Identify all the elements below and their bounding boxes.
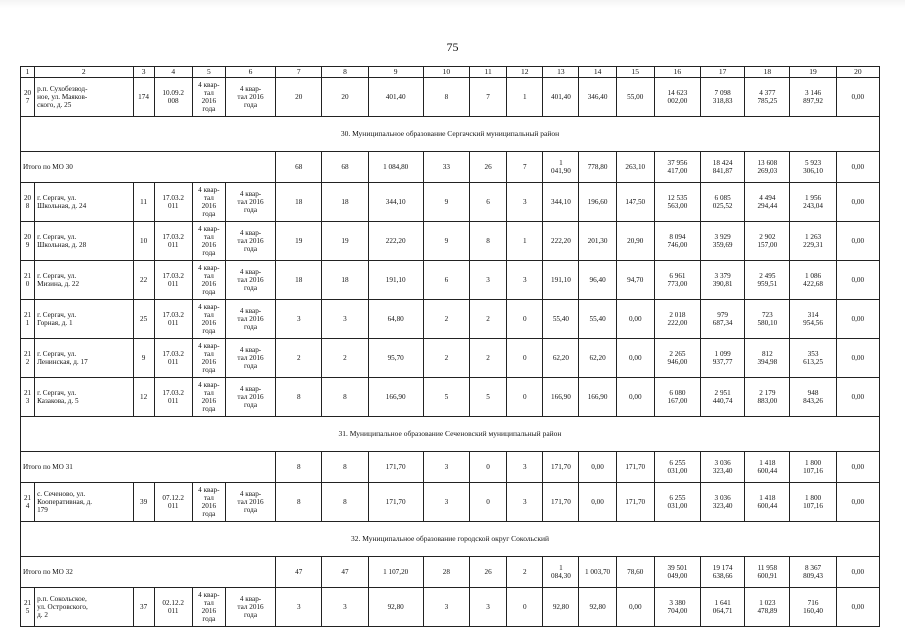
table-cell: 18 [276,261,322,300]
table-cell: 2 018 222,00 [654,300,700,339]
table-cell: 201,30 [579,222,616,261]
table-cell: 3 [470,588,507,627]
table-cell: 8 094 746,00 [654,222,700,261]
table-cell: 4 квар- тал 2016 года [192,78,225,117]
table-cell: 2 951 440,74 [701,378,745,417]
table-cell: 0,00 [836,378,879,417]
table-cell: 0,00 [836,152,879,183]
table-cell: 9 [423,222,469,261]
table-cell: 62,20 [579,339,616,378]
table-cell: 166,90 [368,378,423,417]
table-cell: 3 [423,588,469,627]
table-cell: 2 [507,557,543,588]
table-cell: 0,00 [616,588,654,627]
table-cell: 37 [133,588,154,627]
column-number: 18 [745,67,790,78]
table-cell: 3 [507,452,543,483]
table-cell: 1 800 107,16 [790,483,836,522]
table-cell: 18 [322,183,368,222]
table-cell: 0 [470,483,507,522]
table-cell: 17.03.2 011 [154,183,192,222]
table-cell: 8 [322,452,368,483]
table-cell: 8 [276,452,322,483]
column-number: 2 [35,67,133,78]
table-cell: 10 [133,222,154,261]
table-cell: 10.09.2 008 [154,78,192,117]
table-row [21,339,880,378]
table-cell: 0 [507,300,543,339]
table-cell: 26 [470,152,507,183]
table-cell: 6 255 031,00 [654,452,700,483]
table-cell: 39 [133,483,154,522]
table-cell: 2 [276,339,322,378]
column-number: 7 [276,67,322,78]
table-cell: 78,60 [616,557,654,588]
table-cell: 92,80 [368,588,423,627]
table-cell: 17.03.2 011 [154,300,192,339]
table-cell: 0 [507,588,543,627]
table-cell: 02.12.2 011 [154,588,192,627]
table-cell: 0,00 [616,300,654,339]
table-cell: 0,00 [616,339,654,378]
table-cell: 222,20 [368,222,423,261]
table-cell: 812 394,98 [745,339,790,378]
table-cell: 1 641 064,71 [701,588,745,627]
table-cell: 0,00 [836,261,879,300]
table-cell: 2 [322,339,368,378]
table-cell: 20 8 [21,183,35,222]
table-cell: 22 [133,261,154,300]
table-cell: 191,10 [368,261,423,300]
column-number: 11 [470,67,507,78]
table-cell: 4 квар- тал 2016 года [192,378,225,417]
table-cell: 3 036 323,40 [701,452,745,483]
column-number: 10 [423,67,469,78]
address-cell: р.п. Сухобезвод- ное, ул. Маяков- ского, д. 25 [35,78,133,117]
address-cell: г. Сергач, ул. Казакова, д. 5 [35,378,133,417]
table-cell: 12 535 563,00 [654,183,700,222]
table-cell: 17.03.2 011 [154,339,192,378]
table-cell: 2 495 959,51 [745,261,790,300]
table-cell: 0,00 [616,378,654,417]
table-cell: 8 [276,378,322,417]
table-cell: 4 квар- тал 2016 года [225,483,275,522]
table-cell: 19 [322,222,368,261]
table-cell: 6 [470,183,507,222]
table-cell: 3 [276,588,322,627]
table-cell: 20 [276,78,322,117]
table-cell: 12 [133,378,154,417]
subtotal-row [21,557,880,588]
table-cell: 20,90 [616,222,654,261]
table-cell: 0,00 [836,588,879,627]
column-number: 3 [133,67,154,78]
table-cell: 263,10 [616,152,654,183]
table-cell: 4 квар- тал 2016 года [225,300,275,339]
table-cell: 3 [276,300,322,339]
table-cell: 353 613,25 [790,339,836,378]
table-cell: 17.03.2 011 [154,222,192,261]
column-number: 5 [192,67,225,78]
table-cell: 21 3 [21,378,35,417]
table-cell: 18 [322,261,368,300]
table-cell: 5 [470,378,507,417]
table-cell: 6 [423,261,469,300]
table-cell: 948 843,26 [790,378,836,417]
table-row [21,261,880,300]
table-cell: 3 379 390,81 [701,261,745,300]
table-cell: 0,00 [836,452,879,483]
table-cell: 4 квар- тал 2016 года [192,483,225,522]
table-cell: 0,00 [836,78,879,117]
table-cell: 3 [322,588,368,627]
table-cell: 4 квар- тал 2016 года [192,300,225,339]
table-cell: 1 003,70 [579,557,616,588]
section-heading: 32. Муниципальное образование городской округ Сокольский [21,522,880,557]
table-cell: 5 923 306,10 [790,152,836,183]
table-cell: 6 961 773,00 [654,261,700,300]
address-cell: г. Сергач, ул. Школьная, д. 24 [35,183,133,222]
column-number: 15 [616,67,654,78]
table-cell: 344,10 [543,183,579,222]
column-number: 19 [790,67,836,78]
section-heading-row [21,522,880,557]
table-cell: 19 [276,222,322,261]
table-cell: 55,40 [579,300,616,339]
section-heading-row [21,417,880,452]
section-heading-row [21,117,880,152]
table-cell: 166,90 [579,378,616,417]
table-cell: 1 041,90 [543,152,579,183]
table-cell: 17.03.2 011 [154,378,192,417]
table-cell: 2 179 883,00 [745,378,790,417]
table-row [21,378,880,417]
table-cell: 5 [423,378,469,417]
table-cell: 1 418 600,44 [745,483,790,522]
address-cell: г. Сергач, ул. Ленинская, д. 17 [35,339,133,378]
table-cell: 92,80 [579,588,616,627]
table-cell: 39 501 049,00 [654,557,700,588]
table-cell: 55,40 [543,300,579,339]
table-cell: 0,00 [579,483,616,522]
table-cell: 1 086 422,68 [790,261,836,300]
table-cell: 20 9 [21,222,35,261]
table-cell: 716 160,40 [790,588,836,627]
table-cell: 4 квар- тал 2016 года [192,339,225,378]
table-cell: 346,40 [579,78,616,117]
housing-register-table [20,66,880,627]
subtotal-label: Итого по МО 31 [21,452,276,483]
table-cell: 0 [470,452,507,483]
table-cell: 1 956 243,04 [790,183,836,222]
table-cell: 3 [507,483,543,522]
table-cell: 0,00 [836,557,879,588]
table-cell: 37 956 417,00 [654,152,700,183]
table-cell: 21 2 [21,339,35,378]
table-cell: 3 929 359,69 [701,222,745,261]
column-number: 9 [368,67,423,78]
table-cell: 92,80 [543,588,579,627]
table-cell: 9 [423,183,469,222]
column-number: 1 [21,67,35,78]
table-cell: 1 [507,78,543,117]
page-top-edge [0,0,905,8]
table-cell: 0,00 [836,222,879,261]
table-cell: 1 084,30 [543,557,579,588]
table-cell: 4 квар- тал 2016 года [225,378,275,417]
table-row [21,300,880,339]
table-cell: 47 [276,557,322,588]
table-cell: 4 377 785,25 [745,78,790,117]
table-cell: 191,10 [543,261,579,300]
table-cell: 33 [423,152,469,183]
table-cell: 8 367 809,43 [790,557,836,588]
table-cell: 20 7 [21,78,35,117]
table-cell: 28 [423,557,469,588]
table-cell: 174 [133,78,154,117]
table-cell: 166,90 [543,378,579,417]
table-cell: 95,70 [368,339,423,378]
table-cell: 7 [470,78,507,117]
table-cell: 8 [322,483,368,522]
table-cell: 4 квар- тал 2016 года [192,222,225,261]
page-number: 75 [446,40,459,54]
section-heading: 30. Муниципальное образование Сергачский муниципальный район [21,117,880,152]
table-cell: 979 687,34 [701,300,745,339]
table-cell: 3 380 704,00 [654,588,700,627]
table-cell: 18 [276,183,322,222]
address-cell: г. Сергач, ул. Школьная, д. 28 [35,222,133,261]
table-cell: 9 [133,339,154,378]
table-cell: 25 [133,300,154,339]
table-cell: 1 418 600,44 [745,452,790,483]
address-cell: г. Сергач, ул. Горная, д. 1 [35,300,133,339]
table-cell: 6 080 167,00 [654,378,700,417]
table-cell: 07.12.2 011 [154,483,192,522]
table-cell: 8 [470,222,507,261]
table-cell: 401,40 [543,78,579,117]
column-number: 13 [543,67,579,78]
table-cell: 4 квар- тал 2016 года [225,339,275,378]
table-cell: 171,70 [616,483,654,522]
table-cell: 1 [507,222,543,261]
table-cell: 0,00 [579,452,616,483]
table-cell: 68 [322,152,368,183]
table-cell: 3 [423,483,469,522]
table-cell: 6 085 025,52 [701,183,745,222]
table-cell: 13 608 269,03 [745,152,790,183]
table-cell: 0,00 [836,183,879,222]
table-cell: 1 023 478,89 [745,588,790,627]
table-cell: 2 [423,300,469,339]
table-row [21,222,880,261]
table-cell: 0,00 [836,483,879,522]
table-cell: 47 [322,557,368,588]
table-row [21,78,880,117]
address-cell: г. Сергач, ул. Мизина, д. 22 [35,261,133,300]
table-cell: 11 958 600,91 [745,557,790,588]
table-cell: 21 5 [21,588,35,627]
table-cell: 19 174 638,66 [701,557,745,588]
table-cell: 1 263 229,31 [790,222,836,261]
table-cell: 171,70 [616,452,654,483]
table-cell: 96,40 [579,261,616,300]
column-number: 20 [836,67,879,78]
table-cell: 6 255 031,00 [654,483,700,522]
table-cell: 4 квар- тал 2016 года [225,588,275,627]
column-number: 6 [225,67,275,78]
address-cell: с. Сеченово, ул. Кооперативная, д. 179 [35,483,133,522]
column-number: 4 [154,67,192,78]
table-cell: 8 [322,378,368,417]
section-heading: 31. Муниципальное образование Сеченовский муниципальный район [21,417,880,452]
table-cell: 314 954,56 [790,300,836,339]
table-cell: 0 [507,339,543,378]
table-cell: 4 квар- тал 2016 года [225,183,275,222]
table-cell: 3 146 897,92 [790,78,836,117]
table-cell: 2 265 946,00 [654,339,700,378]
table-cell: 4 квар- тал 2016 года [225,222,275,261]
table-cell: 2 [423,339,469,378]
table-cell: 20 [322,78,368,117]
column-number: 8 [322,67,368,78]
table-cell: 723 580,10 [745,300,790,339]
table-cell: 171,70 [368,483,423,522]
column-number: 16 [654,67,700,78]
table-cell: 64,80 [368,300,423,339]
subtotal-row [21,452,880,483]
table-cell: 4 квар- тал 2016 года [192,261,225,300]
table-cell: 1 107,20 [368,557,423,588]
table-cell: 1 099 937,77 [701,339,745,378]
address-cell: р.п. Сокольское, ул. Островского, д. 2 [35,588,133,627]
table-cell: 344,10 [368,183,423,222]
table-cell: 21 1 [21,300,35,339]
table-cell: 17.03.2 011 [154,261,192,300]
table-row [21,183,880,222]
table-cell: 401,40 [368,78,423,117]
table-cell: 0,00 [836,339,879,378]
table-cell: 7 [507,152,543,183]
table-cell: 1 084,80 [368,152,423,183]
table-cell: 55,00 [616,78,654,117]
table-cell: 4 квар- тал 2016 года [225,78,275,117]
table-cell: 1 800 107,16 [790,452,836,483]
table-cell: 68 [276,152,322,183]
table-cell: 11 [133,183,154,222]
table-cell: 196,60 [579,183,616,222]
table-cell: 3 [322,300,368,339]
column-number-row [21,67,880,78]
table-cell: 94,70 [616,261,654,300]
table-cell: 778,80 [579,152,616,183]
table-cell: 2 [470,339,507,378]
table-cell: 7 098 318,83 [701,78,745,117]
table-cell: 0,00 [836,300,879,339]
table-cell: 171,70 [368,452,423,483]
table-cell: 3 [470,261,507,300]
subtotal-label: Итого по МО 30 [21,152,276,183]
table-cell: 21 0 [21,261,35,300]
table-cell: 3 [423,452,469,483]
table-cell: 8 [423,78,469,117]
table-cell: 3 036 323,40 [701,483,745,522]
table-cell: 62,20 [543,339,579,378]
table-cell: 171,70 [543,483,579,522]
table-cell: 4 квар- тал 2016 года [192,588,225,627]
table-row [21,483,880,522]
table-cell: 2 [470,300,507,339]
table-cell: 21 4 [21,483,35,522]
table-cell: 8 [276,483,322,522]
table-cell: 0 [507,378,543,417]
table-cell: 222,20 [543,222,579,261]
table-row [21,588,880,627]
table-cell: 4 квар- тал 2016 года [192,183,225,222]
subtotal-label: Итого по МО 32 [21,557,276,588]
column-number: 12 [507,67,543,78]
table-cell: 4 квар- тал 2016 года [225,261,275,300]
table-cell: 3 [507,183,543,222]
column-number: 14 [579,67,616,78]
table-cell: 4 494 294,44 [745,183,790,222]
subtotal-row [21,152,880,183]
table-cell: 14 623 002,00 [654,78,700,117]
table-cell: 2 902 157,00 [745,222,790,261]
table-cell: 3 [507,261,543,300]
column-number: 17 [701,67,745,78]
table-cell: 171,70 [543,452,579,483]
table-cell: 18 424 841,87 [701,152,745,183]
table-cell: 26 [470,557,507,588]
table-cell: 147,50 [616,183,654,222]
